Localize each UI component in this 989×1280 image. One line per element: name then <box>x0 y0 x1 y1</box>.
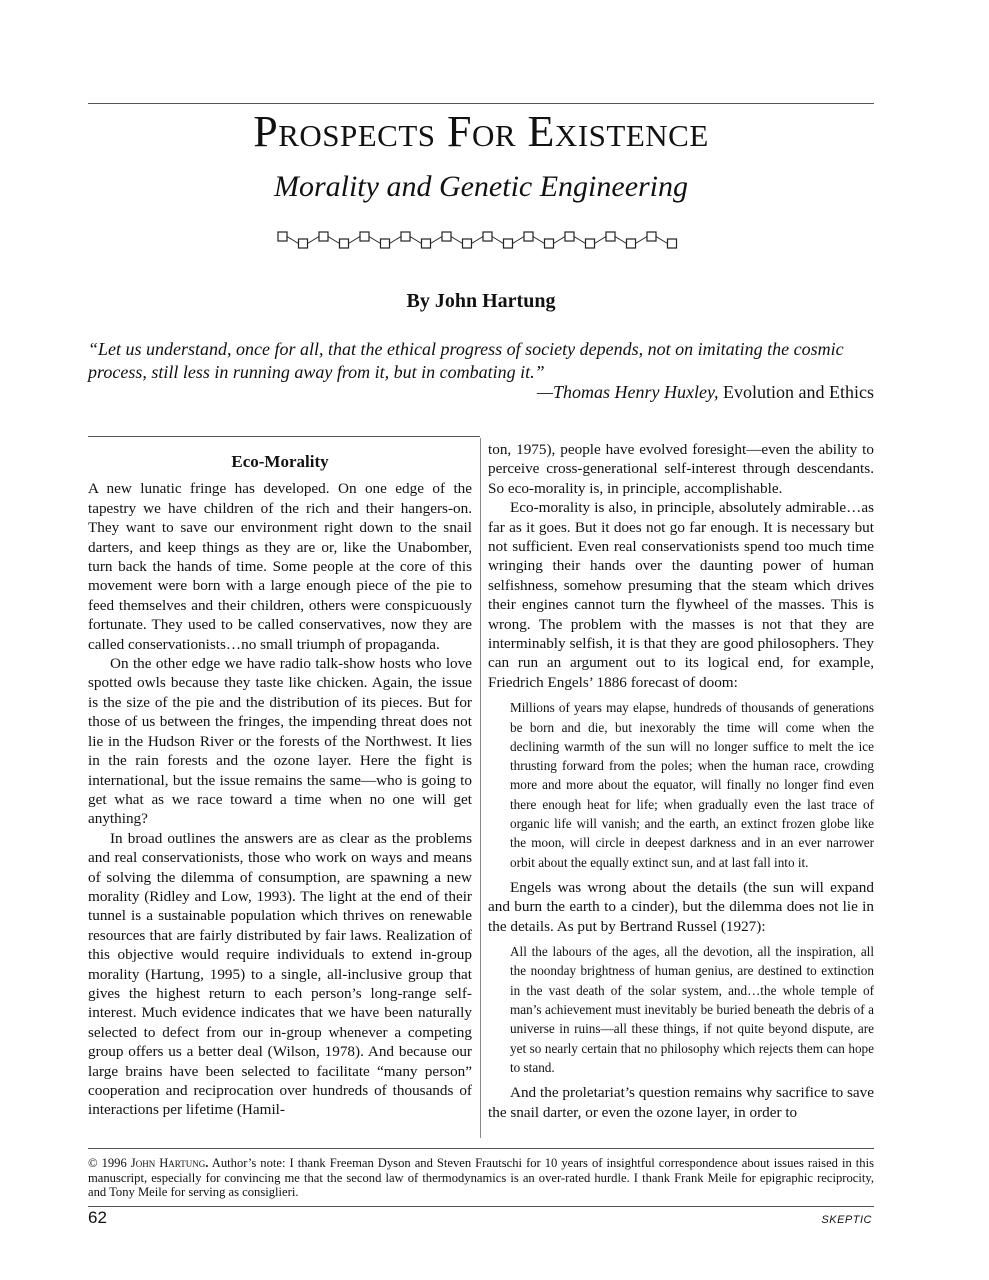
ornament-link <box>472 237 484 244</box>
article-title <box>88 107 874 156</box>
section-heading: Eco-Morality <box>231 452 329 471</box>
page-number: 62 <box>88 1208 107 1227</box>
ornament-square <box>360 232 369 241</box>
ornament-square <box>483 232 492 241</box>
ornament-square <box>401 232 410 241</box>
ornament-square <box>545 239 554 248</box>
ornament-square <box>278 232 287 241</box>
ornament-link <box>369 237 381 244</box>
body-paragraph: And the proletariat’s question remains why sacrifice to save the snail darter, or even the ozone layer, in order to <box>488 1084 874 1121</box>
top-rule <box>88 103 874 104</box>
ornament-link <box>636 237 648 244</box>
ornament-square <box>627 239 636 248</box>
ornament-square <box>381 239 390 248</box>
body-paragraph: In broad outlines the answers are as clear as the problems and real conservationists, those who work on ways and means of solving the dilemma of consumption, are spawning a new morality (Ridley and Low, 1993). The light at the end of their tunnel is a sustainable population which thrives on renewable resources that are fairly distributed by fair laws. Realization of this objective would require individuals to extend in-group morality (Hartung, 1995) to a single, all-inclusive group that gives the highest return to each person’s long-range self-interest. Much evidence indicates that we have been naturally selected to defect from our in-group whenever a competing group offers us a better deal (Wilson, 1978). And because our large brains have been selected to facilitate “many person” cooperation and reciprocation over hundreds of thousands of interactions per lifetime (Hamil- <box>88 829 472 1119</box>
epigraph-quote: “Let us understand, once for all, that the ethical progress of society depends, not on imitating the cosmic process, still less in running away from it, but in combating it.” <box>88 339 844 382</box>
column-top-rule <box>88 436 480 437</box>
column-divider <box>480 438 481 1138</box>
left-column <box>88 440 472 1120</box>
footnote: © 1996 John Hartung. Author’s note: I thank Freeman Dyson and Steven Frautschi for 10 years of insightful correspondence about issues raised in this manuscript, especially for convincing me that the second law of thermodynamics is an over-rated hurdle. I thank Frank Meile for epigraphic reciprocity, and Tony Meile for serving as consiglieri. <box>88 1156 874 1200</box>
ornament-square <box>299 239 308 248</box>
ornament-link <box>390 237 402 244</box>
ornament-link <box>410 237 422 244</box>
body-paragraph: Engels was wrong about the details (the sun will expand and burn the earth to a cinder), but the dilemma does not lie in the details. As put by Bertrand Russel (1927): <box>488 878 874 935</box>
ornament-square <box>442 232 451 241</box>
ornament-square <box>463 239 472 248</box>
ornament-square <box>524 232 533 241</box>
block-quote-engels: Millions of years may elapse, hundreds of thousands of generations be born and die, but inexorably the time will come when the declining warmth of the sun will no longer suffice to melt the ice thrusting forward from the poles; when the human race, crowding more and more about the equator, will finally no longer find even there enough heat for life; when gradually even the last trace of organic life will vanish; and the earth, an extinct frozen globe like the moon, will circle in deepest darkness and in an ever narrower orbit about the equally extinct sun, and at last fall into it. <box>510 700 874 870</box>
decorative-ornament <box>275 226 685 256</box>
ornament-square <box>586 239 595 248</box>
byline: By John Hartung <box>406 290 556 312</box>
ornament-link <box>574 237 586 244</box>
body-paragraph: A new lunatic fringe has developed. On one edge of the tapestry we have children of the rich and their hangers-on. They want to save our environment right down to the snail darters, and keep things as they are or, like the Unabomber, turn back the hands of time. Some people at the core of this movement were born with a large enough piece of the pie to feed themselves and their children, others were conspicuously fortunate. They used to be called conservatives, now they are called conservationists…no small triumph of propaganda. <box>88 480 472 653</box>
ornament-link <box>431 237 443 244</box>
bottom-rule <box>88 1206 874 1207</box>
ornament-link <box>554 237 566 244</box>
footnote-author: John Hartung <box>130 1156 206 1170</box>
ornament-link <box>451 237 463 244</box>
right-column <box>488 440 874 1122</box>
ornament-link <box>656 237 668 244</box>
ornament-square <box>422 239 431 248</box>
ornament-link <box>287 237 299 244</box>
ornament-square <box>606 232 615 241</box>
ornament-link <box>328 237 340 244</box>
ornament-square <box>668 239 677 248</box>
body-paragraph: On the other edge we have radio talk-show hosts who love spotted owls because they taste like chicken. Again, the issue is the size of the pie and the distribution of its pieces. But for those of us between the fringes, the impending threat does not lie in the Hudson River or the forests of the Northwest. It lies in the rain forests and the ozone layer. Here the fight is international, but the issue remains the same—who is going to get what as we race toward a time when no one will get anything? <box>88 655 472 828</box>
epigraph-work: Evolution and Ethics <box>723 382 874 402</box>
article-title-text: Prospects For Existence <box>253 107 709 156</box>
journal-name: SKEPTIC <box>821 1214 872 1226</box>
body-paragraph: Eco-morality is also, in principle, absolutely admirable…as far as it goes. But it does not go far enough. It is necessary but not sufficient. Even real conservationists spend too much time wringing their hands over the daunting power of human selfishness, somehow presuming that the steam which drives their engines cannot turn the flywheel of the masses. This is wrong. The problem with the masses is not that they are interminably selfish, it is that they are good philosophers. They can run an argument out to its logical end, for example, Friedrich Engels’ 1886 forecast of doom: <box>488 499 874 691</box>
footnote-text: Author’s note: I thank Freeman Dyson and Steven Frautschi for 10 years of insightful correspondence about issues raised in this manuscript, especially for convincing me that the second law of thermodynamics is an over-rated hurdle. I thank Frank Meile for epigraphic reciprocity, and Tony Meile for serving as consiglieri. <box>88 1156 874 1200</box>
ornament-link <box>513 237 525 244</box>
ornament-square <box>340 239 349 248</box>
footnote-rule <box>88 1148 874 1149</box>
ornament-link <box>308 237 320 244</box>
epigraph-attribution <box>537 382 874 403</box>
ornament-square <box>565 232 574 241</box>
epigraph-author: —Thomas Henry Huxley, <box>537 382 719 402</box>
ornament-square <box>319 232 328 241</box>
ornament-link <box>615 237 627 244</box>
ornament-link <box>595 237 607 244</box>
article-subtitle: Morality and Genetic Engineering <box>273 170 689 203</box>
body-paragraph: ton, 1975), people have evolved foresight—even the ability to perceive cross-generational self-interest through descendants. So eco-morality is, in principle, accomplishable. <box>488 441 874 497</box>
ornament-link <box>349 237 361 244</box>
ornament-square <box>504 239 513 248</box>
ornament-square <box>647 232 656 241</box>
ornament-link <box>492 237 504 244</box>
block-quote-russel: All the labours of the ages, all the devotion, all the inspiration, all the noonday brightness of human genius, are destined to extinction in the vast death of the solar system, and…the whole temple of man’s achievement must inevitably be buried beneath the debris of a universe in ruins—all these things, if not quite beyond dispute, are yet so nearly certain that no philosophy which rejects them can hope to stand. <box>510 944 874 1075</box>
footnote-copyright: © 1996 <box>88 1156 127 1170</box>
ornament-link <box>533 237 545 244</box>
